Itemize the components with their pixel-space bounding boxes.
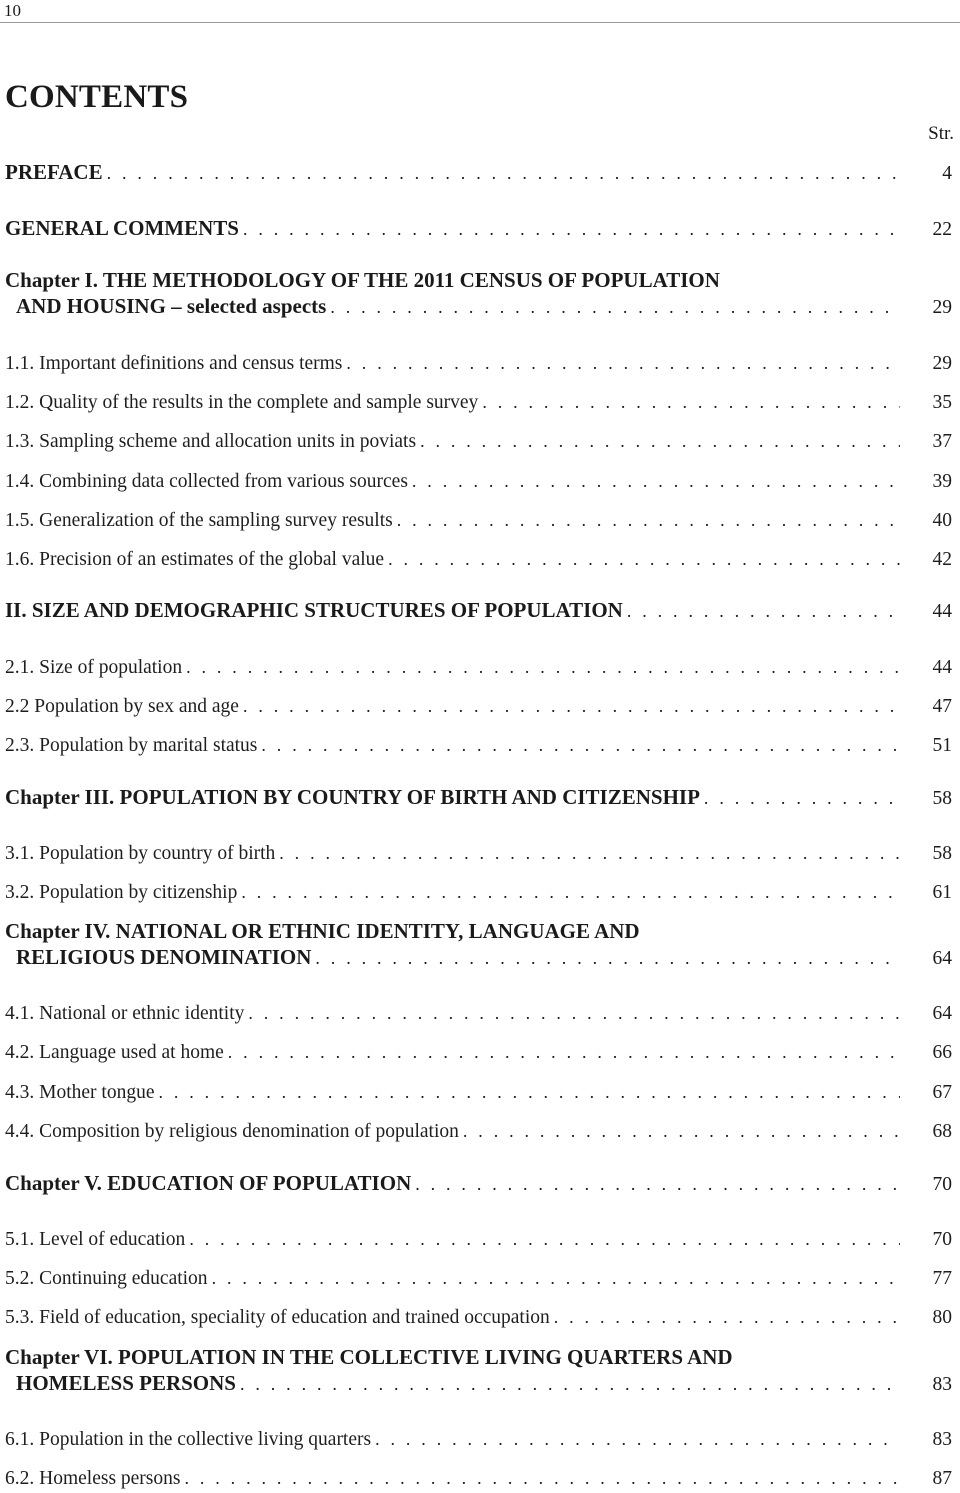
toc-entry-chapter-1[interactable] bbox=[5, 267, 952, 321]
toc-page-number: 64 bbox=[932, 1003, 952, 1024]
toc-entry-title: II. SIZE AND DEMOGRAPHIC STRUCTURES OF POPULATION bbox=[5, 598, 623, 622]
toc-entry-title-line1: Chapter VI. POPULATION IN THE COLLECTIVE LIVING QUARTERS AND bbox=[5, 1345, 733, 1369]
toc-entry-title: PREFACE bbox=[5, 160, 103, 184]
toc-page-number: 44 bbox=[932, 601, 952, 622]
toc-entry-2-2[interactable] bbox=[5, 693, 952, 720]
dot-leader bbox=[279, 840, 900, 866]
toc-page-number: 87 bbox=[932, 1468, 952, 1489]
toc-entry-title: 5.2. Continuing education bbox=[5, 1268, 208, 1289]
toc-entry-1-3[interactable] bbox=[5, 428, 952, 455]
toc-entry-preface[interactable] bbox=[5, 159, 952, 187]
toc-entry-title: AND HOUSING – selected aspects bbox=[16, 294, 327, 318]
toc-entry-title: Chapter III. POPULATION BY COUNTRY OF BIRTH AND CITIZENSHIP bbox=[5, 785, 700, 809]
toc-entry-5-3[interactable] bbox=[5, 1304, 952, 1331]
toc-page-number: 64 bbox=[932, 948, 952, 969]
dot-leader bbox=[189, 1226, 900, 1252]
dot-leader bbox=[415, 1171, 900, 1197]
toc-entry-title: 1.5. Generalization of the sampling survey results bbox=[5, 510, 393, 531]
toc-page-number: 68 bbox=[932, 1121, 952, 1142]
toc-entry-title: 3.2. Population by citizenship bbox=[5, 882, 238, 903]
toc-entry-title: 4.3. Mother tongue bbox=[5, 1082, 155, 1103]
toc-entry-5-2[interactable] bbox=[5, 1265, 952, 1292]
toc-page-number: 40 bbox=[932, 510, 952, 531]
toc-page-number: 83 bbox=[932, 1429, 952, 1450]
dot-leader bbox=[243, 216, 900, 242]
dot-leader bbox=[228, 1039, 900, 1065]
toc-page-number: 51 bbox=[932, 735, 952, 756]
toc-page-number: 66 bbox=[932, 1042, 952, 1063]
page-number: 10 bbox=[4, 1, 21, 20]
dot-leader bbox=[330, 294, 900, 320]
dot-leader bbox=[212, 1265, 900, 1291]
toc-entry-6-1[interactable] bbox=[5, 1426, 952, 1453]
toc-page-number: 47 bbox=[932, 696, 952, 717]
toc-entry-3-2[interactable] bbox=[5, 879, 952, 906]
toc-entry-1-5[interactable] bbox=[5, 507, 952, 534]
dot-leader bbox=[627, 598, 900, 624]
toc-entry-2-1[interactable] bbox=[5, 654, 952, 681]
dot-leader bbox=[186, 654, 900, 680]
toc-entry-4-2[interactable] bbox=[5, 1039, 952, 1066]
toc-entry-chapter-4[interactable] bbox=[5, 918, 952, 972]
dot-leader bbox=[241, 879, 900, 905]
toc-entry-title: HOMELESS PERSONS bbox=[16, 1371, 236, 1395]
toc-page-number: 67 bbox=[932, 1082, 952, 1103]
toc-entry-6-2[interactable] bbox=[5, 1465, 952, 1492]
toc-entry-5-1[interactable] bbox=[5, 1226, 952, 1253]
toc-page-number: 39 bbox=[932, 471, 952, 492]
toc-entry-title: 1.6. Precision of an estimates of the global value bbox=[5, 549, 385, 570]
dot-leader bbox=[704, 785, 900, 811]
dot-leader bbox=[243, 693, 900, 719]
toc-entry-2-3[interactable] bbox=[5, 732, 952, 759]
toc-entry-title: Chapter V. EDUCATION OF POPULATION bbox=[5, 1171, 412, 1195]
toc-page-number: 80 bbox=[932, 1307, 952, 1328]
toc-entry-title: 2.1. Size of population bbox=[5, 657, 183, 678]
toc-entry-4-4[interactable] bbox=[5, 1118, 952, 1145]
toc-entry-1-1[interactable] bbox=[5, 350, 952, 377]
toc-entry-title: GENERAL COMMENTS bbox=[5, 216, 239, 240]
toc-page-number: 58 bbox=[932, 843, 952, 864]
toc-page-number: 29 bbox=[932, 297, 952, 318]
toc-entry-3-1[interactable] bbox=[5, 840, 952, 867]
dot-leader bbox=[107, 160, 900, 186]
toc-entry-general-comments[interactable] bbox=[5, 215, 952, 243]
toc-entry-title-line1: Chapter I. THE METHODOLOGY OF THE 2011 CENSUS OF POPULATION bbox=[5, 268, 720, 292]
toc-page-number: 77 bbox=[932, 1268, 952, 1289]
toc-entry-title: 5.3. Field of education, speciality of education and trained occupation bbox=[5, 1307, 550, 1328]
toc-page-number: 42 bbox=[932, 549, 952, 570]
toc-page-number: 83 bbox=[932, 1374, 952, 1395]
toc-entry-title: 1.2. Quality of the results in the complete and sample survey bbox=[5, 392, 479, 413]
toc-entry-title: 5.1. Level of education bbox=[5, 1229, 186, 1250]
dot-leader bbox=[554, 1304, 900, 1330]
toc-entry-title: RELIGIOUS DENOMINATION bbox=[16, 945, 312, 969]
toc-entry-title: 6.1. Population in the collective living quarters bbox=[5, 1429, 372, 1450]
page-title: CONTENTS bbox=[5, 79, 189, 115]
toc-page-number: 58 bbox=[932, 788, 952, 809]
dot-leader bbox=[388, 546, 900, 572]
toc-entry-1-2[interactable] bbox=[5, 389, 952, 416]
toc-page-number: 70 bbox=[932, 1229, 952, 1250]
dot-leader bbox=[375, 1426, 900, 1452]
toc-page-number: 22 bbox=[932, 219, 952, 240]
toc-entry-title: 4.4. Composition by religious denomination of population bbox=[5, 1121, 459, 1142]
toc-entry-1-4[interactable] bbox=[5, 468, 952, 495]
dot-leader bbox=[248, 1000, 900, 1026]
toc-entry-title: 1.4. Combining data collected from various sources bbox=[5, 471, 408, 492]
toc-entry-title: 3.1. Population by country of birth bbox=[5, 843, 276, 864]
toc-page-number: 4 bbox=[942, 163, 952, 184]
toc-page-number: 29 bbox=[932, 353, 952, 374]
toc-entry-title: 4.2. Language used at home bbox=[5, 1042, 224, 1063]
toc-entry-title-line1: Chapter IV. NATIONAL OR ETHNIC IDENTITY, LANGUAGE AND bbox=[5, 919, 640, 943]
dot-leader bbox=[420, 428, 900, 454]
toc-page-number: 37 bbox=[932, 431, 952, 452]
toc-entry-chapter-6[interactable] bbox=[5, 1344, 952, 1398]
dot-leader bbox=[184, 1465, 900, 1491]
toc-entry-title: 1.1. Important definitions and census terms bbox=[5, 353, 343, 374]
toc-entry-1-6[interactable] bbox=[5, 546, 952, 573]
dot-leader bbox=[397, 507, 900, 533]
toc-entry-title: 4.1. National or ethnic identity bbox=[5, 1003, 245, 1024]
toc-entry-chapter-3[interactable] bbox=[5, 784, 952, 812]
toc-entry-chapter-2[interactable] bbox=[5, 597, 952, 625]
toc-entry-4-3[interactable] bbox=[5, 1079, 952, 1106]
dot-leader bbox=[482, 389, 900, 415]
dot-leader bbox=[240, 1371, 900, 1397]
toc-page-number: 61 bbox=[932, 882, 952, 903]
dot-leader bbox=[412, 468, 900, 494]
dot-leader bbox=[261, 732, 900, 758]
toc-entry-title: 6.2. Homeless persons bbox=[5, 1468, 181, 1489]
toc-page-number: 44 bbox=[932, 657, 952, 678]
dot-leader bbox=[315, 945, 900, 971]
toc-entry-title: 1.3. Sampling scheme and allocation units in poviats bbox=[5, 431, 417, 452]
page-column-header: Str. bbox=[928, 123, 954, 144]
dot-leader bbox=[158, 1079, 900, 1105]
dot-leader bbox=[346, 350, 900, 376]
toc-entry-chapter-5[interactable] bbox=[5, 1170, 952, 1198]
toc-entry-4-1[interactable] bbox=[5, 1000, 952, 1027]
toc-entry-title: 2.2 Population by sex and age bbox=[5, 696, 239, 717]
dot-leader bbox=[463, 1118, 900, 1144]
toc-page-number: 70 bbox=[932, 1174, 952, 1195]
header-rule bbox=[0, 0, 960, 23]
toc-page-number: 35 bbox=[932, 392, 952, 413]
toc-entry-title: 2.3. Population by marital status bbox=[5, 735, 258, 756]
